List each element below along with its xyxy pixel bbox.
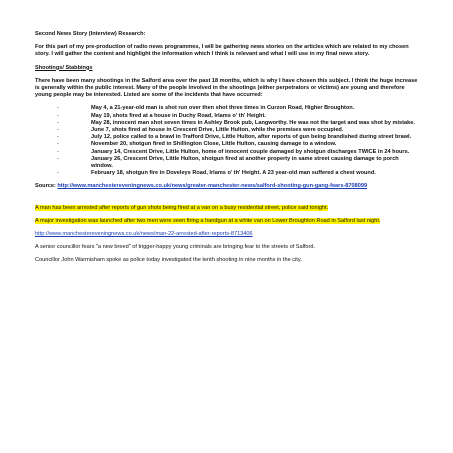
source-link[interactable]: http://www.manchestereveningnews.co.uk/news/greater-manchester-news/salford-shooting-gun-gang-fears-8708099 bbox=[57, 183, 368, 190]
incident-list bbox=[35, 105, 419, 177]
article-link[interactable]: http://www.manchestereveningnews.co.uk/news/man-22-arrested-after-reports-8713406 bbox=[35, 231, 253, 238]
incident-text: January 14, Crescent Drive, Little Hulton, home of innocent couple damaged by shotgun discharges TWICE in 24 hours. bbox=[91, 148, 410, 155]
incident-text: November 20, shotgun fired in Shillington Close, Little Hulton, causing damage to a window. bbox=[91, 141, 337, 148]
highlight-text-1: A man has been arrested after reports of gun shots being fired at a van on a busy residential street, police said tonight. bbox=[35, 204, 329, 211]
source-line bbox=[35, 183, 419, 190]
warmisham-paragraph: Councillor John Warmisham spoke as police today investigated the tenth shooting in nine months in the city. bbox=[35, 257, 302, 264]
source-label: Source: bbox=[35, 183, 58, 190]
highlighted-paragraph-2 bbox=[35, 218, 419, 225]
incident-text: February 18, shotgun fire in Doveleys Road, Irlams o' th' Height. A 23 year-old man suffered a chest wound. bbox=[91, 170, 376, 177]
incident-text: May 19, shots fired at a house in Duchy Road, Irlams o' th' Height. bbox=[91, 112, 266, 119]
incident-text: June 7, shots fired at house in Crescent Drive, Little Hulton, while the premises were occupied. bbox=[91, 127, 344, 134]
article-link-line bbox=[35, 231, 419, 238]
incident-text: January 26, Crescent Drive, Little Hulton, shotgun fired at another property in same street causing damage to porch window. bbox=[91, 155, 399, 170]
list-item: - January 26, Crescent Drive, Little Hulton, shotgun fired at another property in same street causing damage to porch window. bbox=[57, 155, 399, 170]
intro-paragraph: For this part of my pre-production of radio news programmes, I will be gathering news stories on the articles which are related to my chosen story. I will gather the content and highlight the information which I think is relevant and what I will use in my final news story. bbox=[35, 44, 409, 58]
list-item: - February 18, shotgun fire in Doveleys Road, Irlams o' th' Height. A 23 year-old man suffered a chest wound. bbox=[57, 170, 376, 177]
document-page bbox=[35, 31, 419, 271]
highlighted-paragraph-1 bbox=[35, 205, 419, 212]
incident-text: July 12, police called to a brawl in Trafford Drive, Little Hulton, after reports of gun being brandished during street brawl. bbox=[91, 134, 412, 141]
list-item: - November 20, shotgun fired in Shillington Close, Little Hulton, causing damage to a window. bbox=[57, 141, 337, 148]
list-item: - July 12, police called to a brawl in Trafford Drive, Little Hulton, after reports of gun being brandished during street brawl. bbox=[57, 134, 412, 141]
list-item: - January 14, Crescent Drive, Little Hulton, home of innocent couple damaged by shotgun discharges TWICE in 24 hours. bbox=[57, 148, 410, 155]
incident-text: May 4, a 21-year-old man is shot run over then shot three times in Curzon Road, Higher Broughton. bbox=[91, 105, 355, 112]
highlight-text-2: A major investigation was launched after two men were seen firing a handgun at a white van on Lower Broughton Road in Salford last night. bbox=[35, 217, 381, 224]
section-intro-paragraph: There have been many shootings in the Salford area over the past 18 months, which is why I have chosen this subject. I think the huge increase is generally within the public interest. Many of the people involved in the shootings (either perpetrators or victims) are young and therefore young people may be interested. Listed are some of the incidents that have occurred: bbox=[35, 77, 418, 99]
list-item: - May 4, a 21-year-old man is shot run over then shot three times in Curzon Road, Higher Broughton. bbox=[57, 105, 355, 112]
list-item: - June 7, shots fired at house in Crescent Drive, Little Hulton, while the premises were occupied. bbox=[57, 127, 344, 134]
councillor-paragraph: A senior councillor fears "a new breed" of trigger-happy young criminals are bringing fear to the streets of Salford. bbox=[35, 244, 316, 251]
incident-text: May 28, innocent man shot seven times in Ashley Brook pub, Langworthy. He was not the target and was shot by mistake. bbox=[91, 119, 415, 126]
list-item: - May 19, shots fired at a house in Duchy Road, Irlams o' th' Height. bbox=[57, 112, 266, 119]
section-title: Shootings/ Stabbings bbox=[35, 64, 93, 71]
document-heading: Second News Story (Interview) Research: bbox=[35, 31, 146, 37]
list-item: - May 28, innocent man shot seven times in Ashley Brook pub, Langworthy. He was not the target and was shot by mistake. bbox=[57, 119, 415, 126]
